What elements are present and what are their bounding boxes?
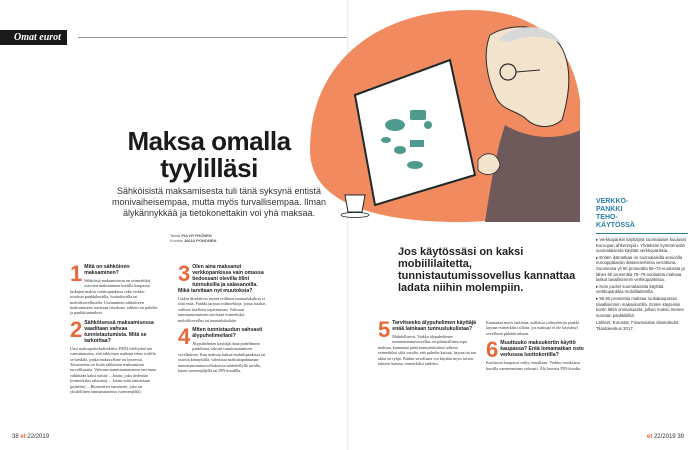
section-tag: Omat eurot (0, 30, 67, 45)
section-number: 1 (70, 261, 83, 286)
section-body: Kannattaa myös tarkistaa, millaisia vaihtoehtoja pankki tarjoaa esimerkiksi silloin, jos maksaja ei ole käyttänyt sovellusta pitkään aikaan. (486, 320, 580, 336)
article-column-1 (70, 261, 158, 399)
sidebar-item-text: Eniten ikämatkaa on suomalaisilla seniorilla eurooppalaisiin ikätovereihinsa verrattuna. Suomessa yli 80 prosenttia 65–74-vuotiaista ja lähes 60 prosenttia 75–79-vuotiaista maksaa laskut tavallisimmin verkkopankissa. (596, 254, 685, 283)
credit-text-label: Teksti (170, 233, 181, 238)
sidebar-item: ▸ 95 80 prosenttia maksaa ruokakaupassa tavallisimmin maksukortilla. Eniten käyteisiin kortin lähiä ominaisuutta, jolloin maksu menee suoraan pankkitililtä. (596, 295, 684, 318)
sidebar-source: Lähteet: Eurostat, Finanssialan tilastotiedot, Tilastokeskus 2017. (596, 320, 680, 331)
qa-section (70, 261, 158, 316)
sidebar-title (596, 198, 688, 230)
sidebar-item: ▸ Verkkopankin käyttäjinä suomalaiset kuuluvat Euroopan ahkerimpiin. Yhdeksän kymmenestä suomalaisesta käyttää verkkopankkia. (596, 237, 686, 254)
sidebar-facts (596, 198, 688, 332)
sidebar-item-text: Verkkopankin käyttäjinä suomalaiset kuuluvat Euroopan ahkerimpiin. Yhdeksän kymmenestä suomalaisesta käyttää verkkopankkia. (596, 237, 686, 254)
section-number: 4 (178, 324, 191, 350)
credit-illus-label: Kuvitus (170, 238, 184, 243)
credit-illus-name: ANJA POHONEN (184, 238, 217, 243)
qa-section (486, 337, 586, 371)
section-question: Olen aina maksanut verkkopankissa vain omassa tiedossani olevilla tilini tunnuksilla ja salasanoilla. Mikä tarvitaan nyt muutoksia? (178, 264, 264, 294)
credit-text-name: PIA HYYRÖNEN (181, 233, 212, 238)
qa-section (178, 261, 266, 323)
section-body: Mahdollisesti. Vaikka älypuhelimen tunnistautumissovellus on pääasiallinen tapa maksaa, kannattaa pitää tunnuslukulista tallessa esimerkiksi siltä varalta, että puhelin katoaa, hajoaa tai sen akku on tyhjä. Pankin sovellusta voi käyttää myös toisen laitteen kanssa, esimerkiksi tabletin. (378, 334, 477, 367)
qa-section (178, 324, 266, 374)
headline (84, 128, 334, 182)
article-column-4 (486, 320, 586, 375)
sidebar-title-line: VERKKO- (596, 198, 629, 205)
page-number: 38 (12, 434, 19, 440)
qa-section (378, 317, 478, 367)
section-body: Korttiosto kaupassa säilyy ennallaan. Verkko-ostoksissa kortilla varmennetaan vahvasti. Älä luovuta PIN-koodia. (486, 360, 582, 371)
folio-left (12, 434, 49, 440)
section-question: Tarvitseeko älypuhelimen käyttäjä enää lainkaan tunnuslukulistaa? (392, 320, 477, 332)
headline-line-2: tyylilläsi (160, 153, 258, 183)
magazine-name: et (646, 434, 653, 440)
sidebar-item: ▸ Noin puolet suomalaisista käyttää verkkopankkia mobiililaitteella. (596, 283, 664, 295)
page-number: 39 (677, 434, 684, 440)
section-number: 6 (486, 337, 499, 363)
pull-quote: Jos käytössäsi on kaksi mobiililaitetta, tunnistautumissovellus kannattaa ladata niihin molempiin. (398, 246, 576, 294)
section-number: 2 (70, 316, 83, 342)
section-question: Muuttuuko maksukortin käyttö kaupassa? Entä lomamatkan osto verkossa luottokortilla? (500, 340, 584, 359)
sidebar-item-text: 95 80 prosenttia maksaa ruokakaupassa tavallisimmin maksukortilla. Eniten käyteisiin kortin lähiä ominaisuutta, jolloin maksu menee suoraan pankkitililtä. (596, 295, 684, 318)
sidebar-title-line: KÄYTÖSSÄ (596, 222, 635, 229)
sidebar-title-line: TEHO- (596, 214, 618, 221)
section-body: Sähköisiä maksamisesta on esimerkiksi ostosten maksaminen kortilla kaupassa, laskujen maksu verkkopankissa sekä verkko-ostokset pankkikortilla, luottokortilla tai mobiilisovellusella. Useimmiten sähköiseen maksamiseen tarvitaan tietokone, tabletti tai puhelin ja pankkitunnukset. (70, 278, 158, 316)
issue-number: 22/2019 (27, 434, 50, 440)
section-question: Miten tunnistaudun vahvasti älypuhelimellani? (192, 327, 263, 340)
article-column-3 (378, 317, 478, 370)
issue-number: 22/2019 (653, 434, 676, 440)
qa-section (70, 316, 158, 395)
section-number: 5 (378, 317, 391, 342)
section-question: Mitä on sähköinen maksaminen? (84, 264, 130, 276)
lede: Sähköisistä maksamisesta tuli tänä syksynä entistä monivaiheisempaa, mutta myös turvallisempaa. Ilman älykännykkää ja tietokonettakin voi yhä maksaa. (111, 186, 327, 218)
folio-right (647, 434, 684, 440)
credits (170, 233, 216, 243)
section-body: Uuden direktiivin myötä erillinen tunnuslukulista ei riitä enää. Pankki tarjoaa vaihtoehtoja, joista asiakas valitsee itselleen sopivimman. Vahvaan tunnistautumiseen tarvitaan esimerkiksi mobiilisovellus tai tunnuslukulaite. (178, 296, 266, 323)
sidebar-item-text: Noin puolet suomalaisista käyttää verkkopankkia mobiililaitteella. (596, 283, 664, 295)
section-body: Uusi maksupalveludirektiivi PSD2 edellyttää sen varmistamista, että sähköisen maksun tekee todella se henkilö, jonka maksuväline on kyseessä. Tavoitteena on lisätä sähköisen maksamisen turvallisuutta. Vahvaan tunnistautumiseen tarvitaan vähintään kaksi näistä: – Jotain, joka tiedetään (esimerkiksi salasana). – Jotain mitä omistetaan (puhelin). – Biometriset tunnisteet, joka on yksilöllinen ominaisuutensa (sormenjälki). (70, 345, 156, 395)
sidebar-title-line: PANKKI (596, 206, 623, 213)
section-number: 3 (178, 261, 191, 286)
sidebar-item: ▸ Eniten ikämatkaa on suomalaisilla seniorilla eurooppalaisiin ikätovereihinsa verrattuna. Suomessa yli 80 prosenttia 65–74-vuotiaista ja lähes 60 prosenttia 75–79-vuotiaista maksaa laskut tavallisimmin verkkopankissa. (596, 254, 685, 283)
section-question: Sähköisessä maksamisessa vaaditaan vahvaa tunnistautumista. Mitä se tarkoittaa? (84, 319, 154, 344)
qa-section-continued (486, 320, 586, 336)
sidebar-rule (596, 233, 688, 234)
headline-line-1: Maksa omalla (127, 126, 291, 156)
article-column-2 (178, 261, 266, 377)
magazine-name: et (20, 434, 26, 440)
section-body: Älypuhelimen käyttäjä lataa puhelimeen pankkinsa vahvan tunnistautumisen sovelluksen. Kun maksaa laskua mobiilipankissa tai ostosta kännykällä, vahvistaa maksutapahtuman tunnistautumissovelluksessa määritellyllä tavalla, kuten sormenjäljellä tai PIN-koodilla. (178, 341, 266, 374)
